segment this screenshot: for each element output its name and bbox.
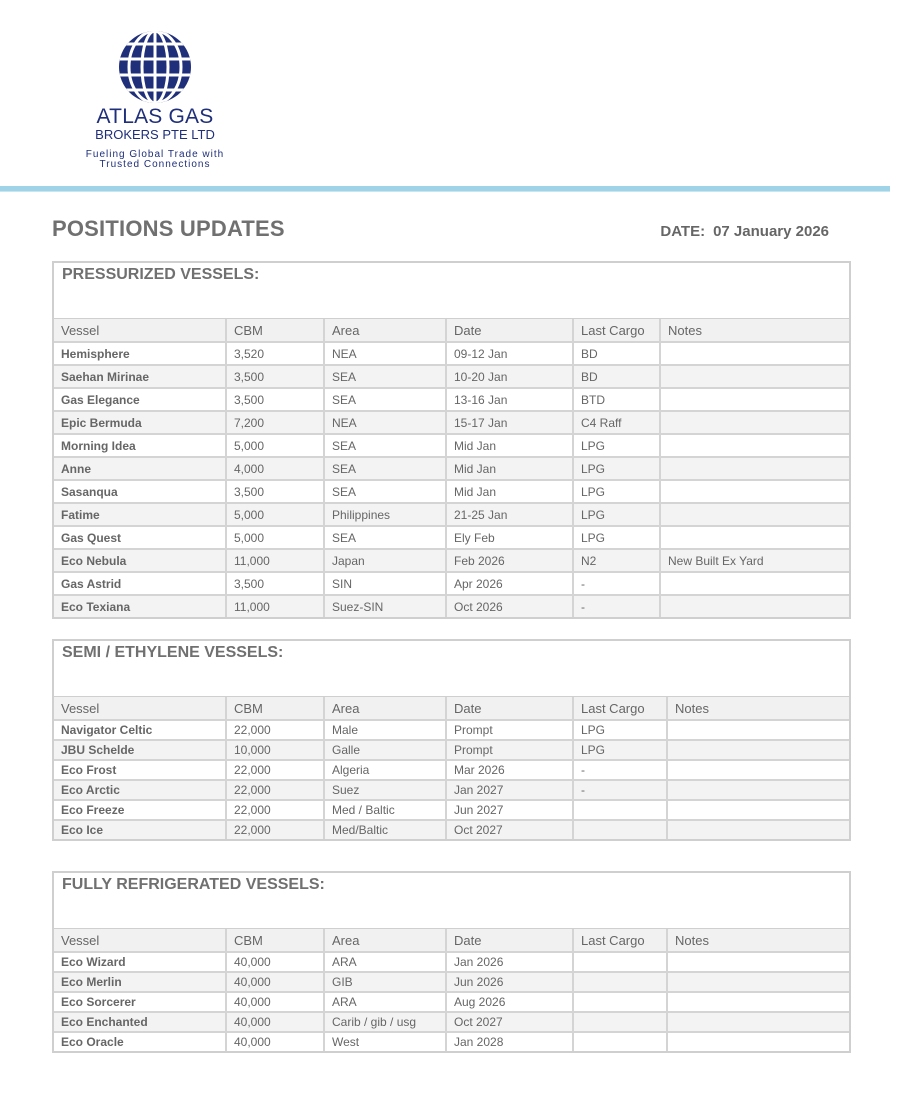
page-title: POSITIONS UPDATES: [52, 216, 285, 241]
cell-cbm: 4,000: [226, 457, 324, 480]
cell-last-cargo: LPG: [573, 526, 660, 549]
cell-date: Ely Feb: [446, 526, 573, 549]
cell-date: Jan 2027: [446, 780, 573, 800]
cell-last-cargo: [573, 820, 667, 839]
cell-notes: [660, 526, 849, 549]
cell-cbm: 22,000: [226, 800, 324, 820]
table-row: [54, 503, 849, 526]
cell-cbm: 3,500: [226, 480, 324, 503]
section-title: FULLY REFRIGERATED VESSELS:: [54, 873, 849, 929]
table-row: [54, 800, 849, 820]
cell-notes: [667, 992, 849, 1012]
tagline: [60, 150, 250, 170]
cell-date: Prompt: [446, 720, 573, 740]
cell-cbm: 3,500: [226, 572, 324, 595]
cell-date: 13-16 Jan: [446, 388, 573, 411]
cell-vessel: Eco Oracle: [54, 1032, 226, 1051]
cell-cbm: 22,000: [226, 760, 324, 780]
company-name-line2: BROKERS PTE LTD: [95, 127, 215, 142]
cell-area: NEA: [324, 342, 446, 365]
cell-area: SEA: [324, 365, 446, 388]
cell-vessel: Eco Enchanted: [54, 1012, 226, 1032]
cell-vessel: Navigator Celtic: [54, 720, 226, 740]
cell-vessel: Eco Frost: [54, 760, 226, 780]
table-row: [54, 365, 849, 388]
cell-cbm: 40,000: [226, 952, 324, 972]
cell-cbm: 3,500: [226, 388, 324, 411]
section-title: PRESSURIZED VESSELS:: [54, 263, 849, 319]
table-row: [54, 388, 849, 411]
cell-date: Mid Jan: [446, 457, 573, 480]
cell-notes: [667, 972, 849, 992]
column-header-cbm: CBM: [226, 319, 324, 342]
company-name-line1: ATLAS GAS: [96, 105, 214, 128]
cell-date: Mar 2026: [446, 760, 573, 780]
cell-area: SEA: [324, 526, 446, 549]
cell-vessel: Fatime: [54, 503, 226, 526]
positions-table: [54, 697, 849, 839]
column-header-vessel: Vessel: [54, 319, 226, 342]
table-row: [54, 952, 849, 972]
section-semi-ethylene-vessels: [52, 639, 851, 841]
table-header-row: [54, 319, 849, 342]
table-row: [54, 720, 849, 740]
cell-last-cargo: BD: [573, 365, 660, 388]
company-logo: [60, 30, 250, 170]
cell-last-cargo: [573, 952, 667, 972]
cell-area: ARA: [324, 952, 446, 972]
table-row: [54, 992, 849, 1012]
cell-area: Male: [324, 720, 446, 740]
cell-last-cargo: [573, 972, 667, 992]
cell-notes: New Built Ex Yard: [660, 549, 849, 572]
cell-notes: [667, 740, 849, 760]
cell-last-cargo: [573, 1012, 667, 1032]
globe-icon: [118, 30, 192, 104]
section-fully-refrigerated-vessels: [52, 871, 851, 1053]
table-row: [54, 595, 849, 617]
table-row: [54, 780, 849, 800]
cell-date: Aug 2026: [446, 992, 573, 1012]
cell-date: Feb 2026: [446, 549, 573, 572]
cell-last-cargo: LPG: [573, 457, 660, 480]
table-row: [54, 1032, 849, 1051]
cell-notes: [660, 388, 849, 411]
cell-area: SIN: [324, 572, 446, 595]
cell-area: Philippines: [324, 503, 446, 526]
cell-notes: [660, 411, 849, 434]
cell-cbm: 11,000: [226, 549, 324, 572]
cell-vessel: Anne: [54, 457, 226, 480]
section-pressurized-vessels: [52, 261, 851, 619]
cell-notes: [660, 572, 849, 595]
cell-notes: [660, 480, 849, 503]
column-header-notes: Notes: [660, 319, 849, 342]
cell-date: Prompt: [446, 740, 573, 760]
table-row: [54, 820, 849, 839]
column-header-cbm: CBM: [226, 929, 324, 952]
column-header-vessel: Vessel: [54, 697, 226, 720]
cell-last-cargo: [573, 992, 667, 1012]
cell-date: 10-20 Jan: [446, 365, 573, 388]
cell-notes: [667, 780, 849, 800]
cell-date: Jun 2027: [446, 800, 573, 820]
cell-last-cargo: C4 Raff: [573, 411, 660, 434]
cell-area: GIB: [324, 972, 446, 992]
cell-cbm: 40,000: [226, 1012, 324, 1032]
column-header-cbm: CBM: [226, 697, 324, 720]
table-row: [54, 434, 849, 457]
cell-vessel: Sasanqua: [54, 480, 226, 503]
cell-date: Mid Jan: [446, 434, 573, 457]
cell-vessel: Gas Quest: [54, 526, 226, 549]
column-header-last-cargo: Last Cargo: [573, 319, 660, 342]
cell-last-cargo: LPG: [573, 434, 660, 457]
table-row: [54, 740, 849, 760]
cell-vessel: Morning Idea: [54, 434, 226, 457]
cell-notes: [667, 1032, 849, 1051]
cell-area: ARA: [324, 992, 446, 1012]
cell-date: Oct 2027: [446, 1012, 573, 1032]
cell-area: SEA: [324, 434, 446, 457]
cell-area: West: [324, 1032, 446, 1051]
cell-vessel: Eco Wizard: [54, 952, 226, 972]
column-header-last-cargo: Last Cargo: [573, 929, 667, 952]
cell-vessel: Eco Nebula: [54, 549, 226, 572]
cell-area: SEA: [324, 388, 446, 411]
cell-last-cargo: -: [573, 760, 667, 780]
cell-notes: [667, 1012, 849, 1032]
column-header-notes: Notes: [667, 929, 849, 952]
cell-last-cargo: LPG: [573, 720, 667, 740]
cell-cbm: 40,000: [226, 992, 324, 1012]
table-row: [54, 457, 849, 480]
cell-last-cargo: LPG: [573, 503, 660, 526]
cell-date: Jan 2026: [446, 952, 573, 972]
cell-notes: [667, 952, 849, 972]
cell-last-cargo: BTD: [573, 388, 660, 411]
cell-notes: [667, 760, 849, 780]
cell-last-cargo: -: [573, 780, 667, 800]
cell-notes: [660, 595, 849, 617]
table-row: [54, 411, 849, 434]
cell-date: Oct 2026: [446, 595, 573, 617]
cell-cbm: 5,000: [226, 503, 324, 526]
cell-date: Jan 2028: [446, 1032, 573, 1051]
cell-last-cargo: [573, 800, 667, 820]
column-header-vessel: Vessel: [54, 929, 226, 952]
cell-area: SEA: [324, 480, 446, 503]
date-value: 07 January 2026: [713, 223, 829, 240]
cell-last-cargo: LPG: [573, 740, 667, 760]
cell-cbm: 40,000: [226, 972, 324, 992]
cell-last-cargo: [573, 1032, 667, 1051]
cell-last-cargo: N2: [573, 549, 660, 572]
cell-date: Apr 2026: [446, 572, 573, 595]
cell-notes: [660, 457, 849, 480]
cell-cbm: 22,000: [226, 720, 324, 740]
cell-vessel: Epic Bermuda: [54, 411, 226, 434]
cell-last-cargo: -: [573, 572, 660, 595]
cell-area: NEA: [324, 411, 446, 434]
tagline-line1: Fueling Global Trade with: [85, 149, 225, 160]
section-title: SEMI / ETHYLENE VESSELS:: [54, 641, 849, 697]
column-header-area: Area: [324, 929, 446, 952]
cell-vessel: Eco Arctic: [54, 780, 226, 800]
cell-cbm: 11,000: [226, 595, 324, 617]
cell-last-cargo: LPG: [573, 480, 660, 503]
column-header-notes: Notes: [667, 697, 849, 720]
cell-vessel: Eco Ice: [54, 820, 226, 839]
cell-notes: [667, 800, 849, 820]
date-label: DATE:: [660, 223, 706, 240]
cell-cbm: 7,200: [226, 411, 324, 434]
cell-vessel: Eco Texiana: [54, 595, 226, 617]
table-row: [54, 972, 849, 992]
cell-date: Jun 2026: [446, 972, 573, 992]
cell-area: Algeria: [324, 760, 446, 780]
cell-vessel: JBU Schelde: [54, 740, 226, 760]
cell-cbm: 10,000: [226, 740, 324, 760]
column-header-area: Area: [324, 697, 446, 720]
cell-cbm: 3,500: [226, 365, 324, 388]
cell-area: Suez-SIN: [324, 595, 446, 617]
table-row: [54, 760, 849, 780]
table-row: [54, 480, 849, 503]
cell-last-cargo: BD: [573, 342, 660, 365]
cell-notes: [667, 820, 849, 839]
cell-date: 21-25 Jan: [446, 503, 573, 526]
cell-area: Med/Baltic: [324, 820, 446, 839]
positions-table: [54, 929, 849, 1051]
column-header-date: Date: [446, 929, 573, 952]
table-row: [54, 549, 849, 572]
cell-notes: [660, 342, 849, 365]
document-date: [660, 223, 829, 240]
table-header-row: [54, 697, 849, 720]
column-header-last-cargo: Last Cargo: [573, 697, 667, 720]
cell-cbm: 3,520: [226, 342, 324, 365]
cell-vessel: Eco Sorcerer: [54, 992, 226, 1012]
cell-cbm: 40,000: [226, 1032, 324, 1051]
cell-vessel: Eco Freeze: [54, 800, 226, 820]
cell-cbm: 22,000: [226, 780, 324, 800]
cell-vessel: Hemisphere: [54, 342, 226, 365]
cell-notes: [667, 720, 849, 740]
table-row: [54, 1012, 849, 1032]
cell-notes: [660, 365, 849, 388]
header-divider: [0, 186, 890, 192]
cell-vessel: Eco Merlin: [54, 972, 226, 992]
column-header-date: Date: [446, 319, 573, 342]
table-row: [54, 342, 849, 365]
cell-date: Mid Jan: [446, 480, 573, 503]
cell-area: Carib / gib / usg: [324, 1012, 446, 1032]
cell-area: Japan: [324, 549, 446, 572]
cell-vessel: Gas Astrid: [54, 572, 226, 595]
cell-date: 15-17 Jan: [446, 411, 573, 434]
cell-area: Suez: [324, 780, 446, 800]
cell-vessel: Saehan Mirinae: [54, 365, 226, 388]
cell-notes: [660, 503, 849, 526]
table-row: [54, 572, 849, 595]
cell-area: Galle: [324, 740, 446, 760]
cell-cbm: 5,000: [226, 434, 324, 457]
cell-cbm: 5,000: [226, 526, 324, 549]
cell-last-cargo: -: [573, 595, 660, 617]
table-header-row: [54, 929, 849, 952]
cell-vessel: Gas Elegance: [54, 388, 226, 411]
cell-cbm: 22,000: [226, 820, 324, 839]
column-header-area: Area: [324, 319, 446, 342]
cell-area: Med / Baltic: [324, 800, 446, 820]
cell-date: 09-12 Jan: [446, 342, 573, 365]
positions-table: [54, 319, 849, 617]
cell-date: Oct 2027: [446, 820, 573, 839]
column-header-date: Date: [446, 697, 573, 720]
table-row: [54, 526, 849, 549]
cell-area: SEA: [324, 457, 446, 480]
tagline-line2: Trusted Connections: [99, 159, 211, 170]
cell-notes: [660, 434, 849, 457]
